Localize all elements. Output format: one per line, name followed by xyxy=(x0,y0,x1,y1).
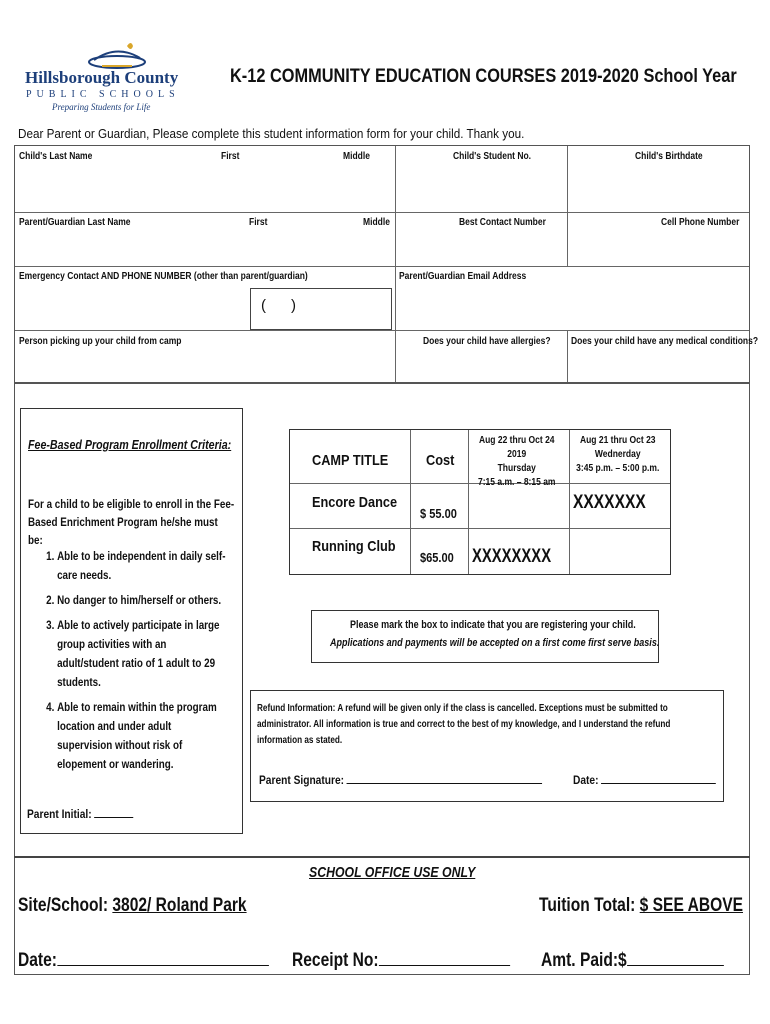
pickup-person-field[interactable] xyxy=(17,350,393,380)
criteria-heading: Fee-Based Program Enrollment Criteria: xyxy=(28,437,232,452)
parent-initial-text: Parent Initial: xyxy=(27,807,92,821)
best-contact-field[interactable] xyxy=(397,230,565,264)
receipt-no-label: Receipt No: xyxy=(292,950,379,971)
tuition-total-value[interactable]: $ SEE ABOVE xyxy=(639,895,744,916)
camp-title-header: CAMP TITLE xyxy=(312,452,389,469)
session1-header: Aug 22 thru Oct 24 2019 Thursday 7:15 a.m. – 8:15 am xyxy=(477,435,556,488)
signature-date xyxy=(573,771,716,787)
email-label: Parent/Guardian Email Address xyxy=(399,271,527,282)
camp-row-title: Encore Dance xyxy=(312,494,398,511)
childs-first-name-label: First xyxy=(221,151,240,162)
office-heading: SCHOOL OFFICE USE ONLY xyxy=(309,864,476,881)
emergency-phone-field[interactable] xyxy=(250,288,392,330)
parent-last-name-label: Parent/Guardian Last Name xyxy=(19,217,131,228)
camp-row-cost: $65.00 xyxy=(420,550,454,565)
parent-name-field[interactable] xyxy=(17,230,393,264)
email-field[interactable] xyxy=(397,284,747,328)
allergies-label: Does your child have allergies? xyxy=(423,336,551,347)
cell-phone-label: Cell Phone Number xyxy=(661,217,740,228)
logo-tagline: Preparing Students for Life xyxy=(52,102,151,112)
criteria-box xyxy=(20,408,243,834)
notice-line2: Applications and payments will be accepted on a first come first serve basis. xyxy=(330,637,660,649)
office-date-label: Date: xyxy=(18,950,57,971)
tuition-total-label: Tuition Total: xyxy=(539,895,636,916)
childs-last-name-label: Child's Last Name xyxy=(19,151,93,162)
criteria-item: 3. Able to actively participate in large group activities with an adult/student ratio of 1 adult to 29 students. xyxy=(57,616,226,692)
allergies-field[interactable] xyxy=(397,350,565,380)
page-title: K-12 COMMUNITY EDUCATION COURSES 2019-2020 School Year xyxy=(230,66,737,87)
childs-name-field[interactable] xyxy=(17,164,393,210)
site-school-label: Site/School: xyxy=(18,895,109,916)
signature-label: Parent Signature: xyxy=(259,773,345,787)
emergency-contact-label: Emergency Contact AND PHONE NUMBER (other than parent/guardian) xyxy=(19,271,308,282)
medical-label: Does your child have any medical conditions? xyxy=(571,336,759,347)
session2-header: Aug 21 thru Oct 23 Wednerday 3:45 p.m. – 5:00 p.m. xyxy=(576,435,660,474)
cost-header: Cost xyxy=(426,452,455,469)
camp-row-cost: $ 55.00 xyxy=(420,506,457,521)
criteria-item: 4. Able to remain within the program location and under adult supervision without risk of elopement or wandering. xyxy=(57,698,226,774)
amount-paid-label: Amt. Paid:$ xyxy=(541,950,627,971)
office-date-field[interactable] xyxy=(57,947,269,966)
session2-checkbox[interactable]: XXXXXXX xyxy=(573,492,646,513)
session1-checkbox[interactable]: XXXXXXXX xyxy=(472,546,552,567)
session1-checkbox[interactable] xyxy=(470,485,568,527)
medical-field[interactable] xyxy=(569,350,747,380)
notice-line1: Please mark the box to indicate that you are registering your child. xyxy=(350,619,636,631)
childs-birthdate-label: Child's Birthdate xyxy=(635,151,703,162)
parent-first-name-label: First xyxy=(249,217,268,228)
refund-text: Refund Information: A refund will be given only if the class is cancelled. Exceptions must be submitted to administrator. All information is true and correct to the best of my knowledge, and I understand the refund information as stated. xyxy=(257,703,671,746)
signature-date-field[interactable] xyxy=(601,771,716,784)
amount-paid xyxy=(541,947,723,972)
pickup-person-label: Person picking up your child from camp xyxy=(19,336,182,347)
camp-row-title: Running Club xyxy=(312,538,396,555)
parent-initial-field[interactable] xyxy=(94,805,133,818)
receipt-no xyxy=(292,947,510,972)
childs-student-no-label: Child's Student No. xyxy=(453,151,532,162)
criteria-intro: For a child to be eligible to enroll in the Fee-Based Enrichment Program he/she must be: xyxy=(28,497,235,547)
amount-paid-field[interactable] xyxy=(627,947,724,966)
parent-initial-label xyxy=(27,805,134,821)
criteria-item: 1. Able to be independent in daily self-care needs. xyxy=(57,547,226,585)
receipt-no-field[interactable] xyxy=(379,947,510,966)
parent-signature xyxy=(259,771,542,787)
logo xyxy=(22,40,197,114)
student-info-form xyxy=(14,145,759,383)
intro-text: Dear Parent or Guardian, Please complete this student information form for your child. Thank you. xyxy=(18,126,525,141)
signature-date-label: Date: xyxy=(573,773,599,787)
site-school-value[interactable]: 3802/ Roland Park xyxy=(112,895,247,916)
parent-middle-name-label: Middle xyxy=(363,217,390,228)
refund-box xyxy=(250,690,724,802)
best-contact-label: Best Contact Number xyxy=(459,217,546,228)
criteria-list xyxy=(21,547,226,780)
office-date xyxy=(18,947,269,972)
criteria-item: 2. No danger to him/herself or others. xyxy=(57,591,226,610)
childs-birthdate-field[interactable] xyxy=(569,164,747,210)
childs-middle-name-label: Middle xyxy=(343,151,370,162)
site-school xyxy=(18,895,265,917)
logo-name: Hillsborough County xyxy=(25,68,179,87)
logo-sub: PUBLIC SCHOOLS xyxy=(26,89,180,100)
childs-student-no-field[interactable] xyxy=(397,164,565,210)
cell-phone-field[interactable] xyxy=(569,230,747,264)
registration-notice xyxy=(311,610,659,663)
tuition-total xyxy=(539,895,743,917)
session2-checkbox[interactable] xyxy=(573,530,669,572)
phone-parens: ( ) xyxy=(261,297,296,314)
signature-field[interactable] xyxy=(347,771,543,784)
camp-table xyxy=(289,429,671,575)
